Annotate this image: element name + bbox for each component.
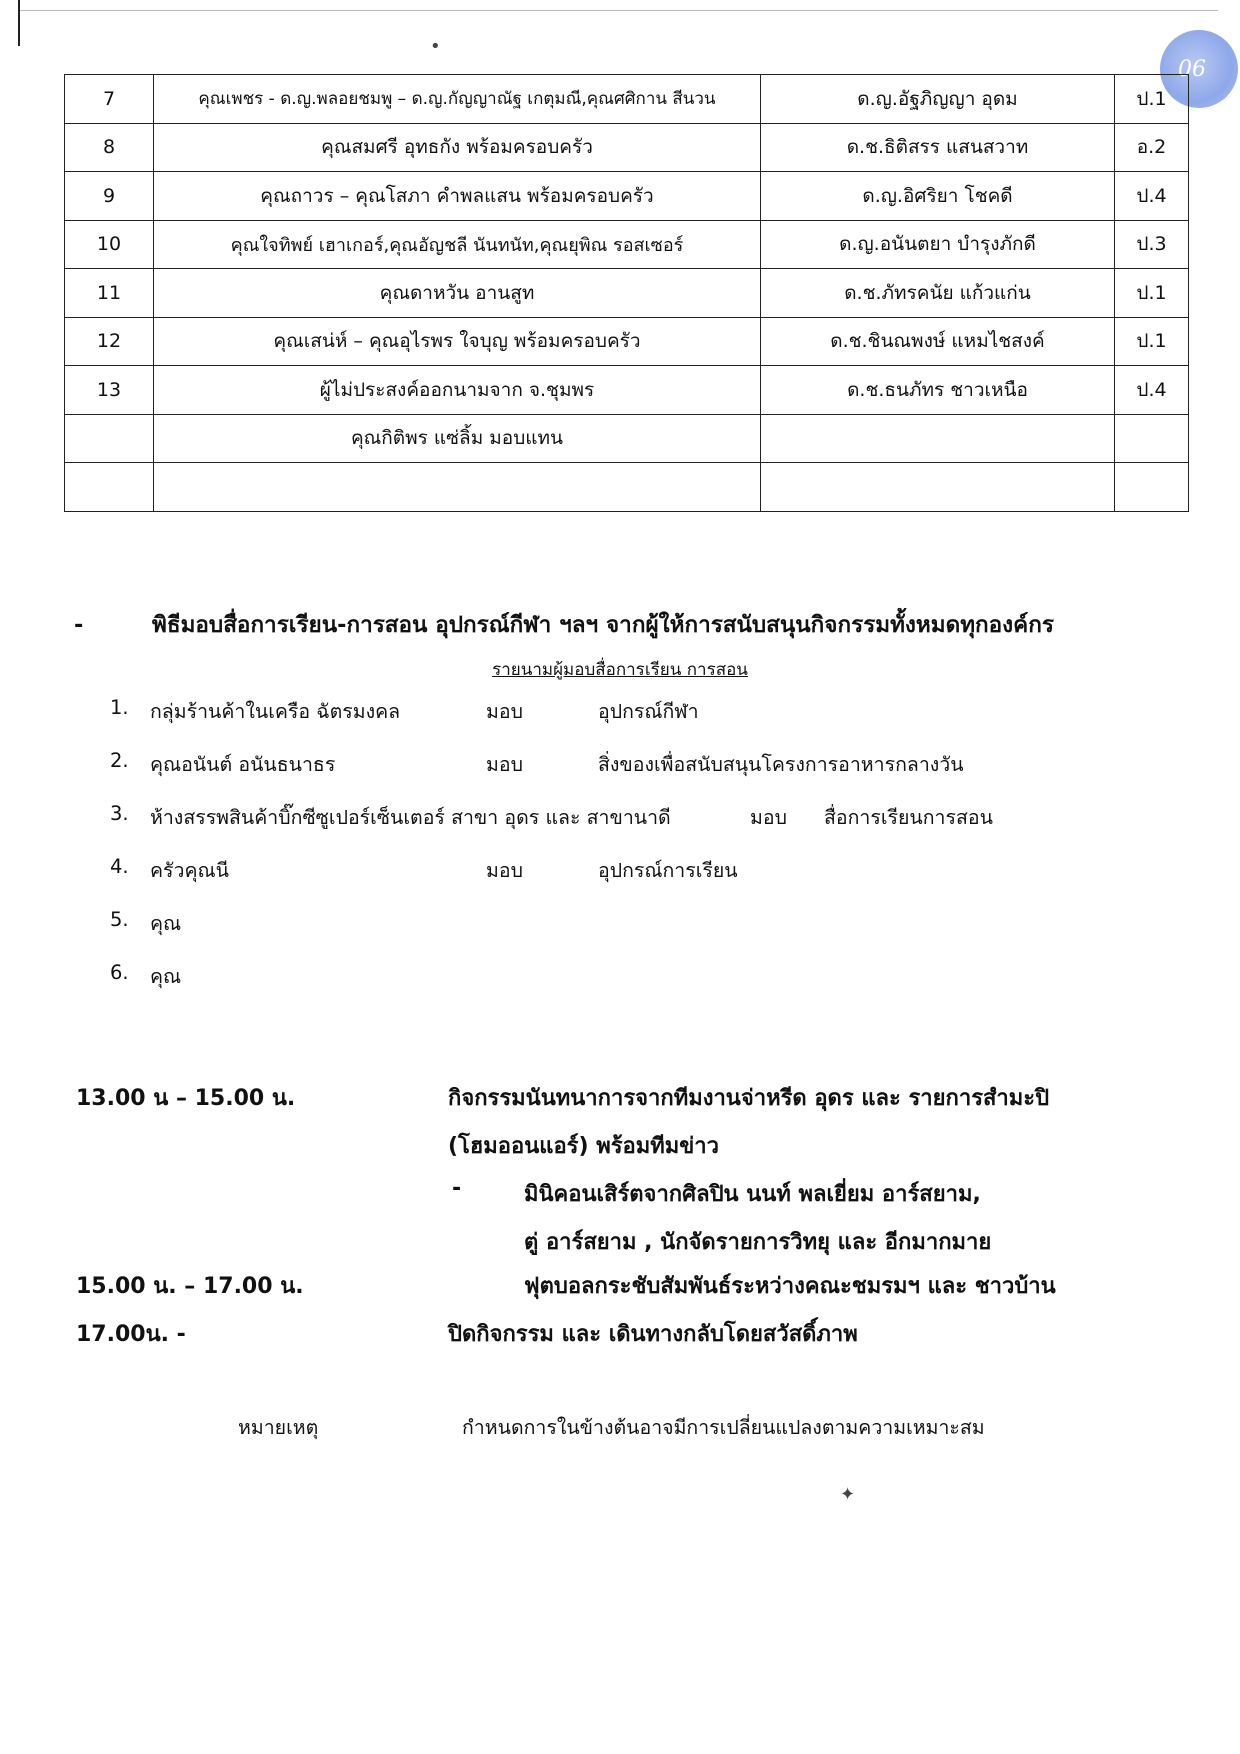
row-number: 7 xyxy=(65,75,154,124)
donor-name: คุณสมศรี อุทธกัง พร้อมครอบครัว xyxy=(154,123,761,172)
donor-name: คุณถาวร – คุณโสภา คำพลแสน พร้อมครอบครัว xyxy=(154,172,761,221)
sponsor-item: อุปกรณ์กีฬา xyxy=(598,700,699,723)
item-number: 4. xyxy=(110,855,129,878)
row-number xyxy=(65,414,154,463)
student-name: ด.ช.ชินณพงษ์ แหมไชสงค์ xyxy=(761,317,1115,366)
row-number xyxy=(65,463,154,512)
scan-edge-top xyxy=(18,10,1218,11)
section-title: พิธีมอบสื่อการเรียน-การสอน อุปกรณ์กีฬา ฯลฯ จากผู้ให้การสนับสนุนกิจกรรมทั้งหมดทุกองค์กร xyxy=(152,612,1054,638)
student-grade xyxy=(1115,463,1189,512)
table-row xyxy=(65,269,1189,318)
sponsor-name: ห้างสรรพสินค้าบิ๊กซีซูเปอร์เซ็นเตอร์ สาขา อุดร และ สาขานาดี xyxy=(150,806,671,829)
donor-name: คุณดาหวัน อานสูท xyxy=(154,269,761,318)
item-number: 3. xyxy=(110,802,129,825)
row-number: 8 xyxy=(65,123,154,172)
student-name: ด.ช.ธิติสรร แสนสวาท xyxy=(761,123,1115,172)
schedule-time: 15.00 น. – 17.00 น. xyxy=(76,1274,304,1299)
donor-name: คุณเสน่ห์ – คุณอุไรพร ใจบุญ พร้อมครอบครัว xyxy=(154,317,761,366)
table-row xyxy=(65,123,1189,172)
table-row xyxy=(65,366,1189,415)
item-number: 6. xyxy=(110,961,129,984)
scan-speck: ✦ xyxy=(840,1484,856,1505)
student-name: ด.ญ.อนันตยา บำรุงภักดี xyxy=(761,220,1115,269)
section-heading xyxy=(74,606,1054,642)
student-grade: ป.3 xyxy=(1115,220,1189,269)
item-number: 2. xyxy=(110,749,129,772)
student-name xyxy=(761,414,1115,463)
bullet-dash: - xyxy=(74,612,84,638)
note-text: กำหนดการในข้างต้นอาจมีการเปลี่ยนแปลงตามความเหมาะสม xyxy=(462,1416,985,1439)
sponsor-item: อุปกรณ์การเรียน xyxy=(598,859,738,882)
donor-table xyxy=(64,74,1189,512)
student-grade xyxy=(1115,414,1189,463)
donor-name: คุณใจทิพย์ เฮาเกอร์,คุณอัญชลี นันทนัท,คุณยุพิณ รอสเซอร์ xyxy=(154,220,761,269)
page-number-badge: 06 xyxy=(1160,30,1238,108)
row-number: 13 xyxy=(65,366,154,415)
sponsor-name: คุณอนันต์ อนันธนาธร xyxy=(150,753,336,776)
sponsor-verb: มอบ xyxy=(486,859,523,882)
schedule-activity: ฟุตบอลกระชับสัมพันธ์ระหว่างคณะชมรมฯ และ ชาวบ้าน xyxy=(524,1274,1056,1299)
sponsor-name: ครัวคุณนี xyxy=(150,859,229,882)
student-grade: ป.1 xyxy=(1115,75,1189,124)
schedule-activity: ปิดกิจกรรม และ เดินทางกลับโดยสวัสดิ์ภาพ xyxy=(448,1322,858,1347)
student-grade: อ.2 xyxy=(1115,123,1189,172)
schedule-time: 13.00 น – 15.00 น. xyxy=(76,1086,296,1111)
donor-name: คุณกิติพร แซ่ลิ้ม มอบแทน xyxy=(154,414,761,463)
donor-name xyxy=(154,463,761,512)
student-grade: ป.4 xyxy=(1115,366,1189,415)
student-name: ด.ญ.อิศริยา โชคดี xyxy=(761,172,1115,221)
sponsor-item: สิ่งของเพื่อสนับสนุนโครงการอาหารกลางวัน xyxy=(598,753,964,776)
donor-name: คุณเพชร - ด.ญ.พลอยชมพู – ด.ญ.กัญญาณัฐ เกตุมณี,คุณศศิกาน สีนวน xyxy=(154,75,761,124)
table-row xyxy=(65,463,1189,512)
item-number: 1. xyxy=(110,696,129,719)
table-row xyxy=(65,414,1189,463)
sponsor-list-subtitle: รายนามผู้มอบสื่อการเรียน การสอน xyxy=(492,660,748,680)
donor-name: ผู้ไม่ประสงค์ออกนามจาก จ.ชุมพร xyxy=(154,366,761,415)
table-row xyxy=(65,172,1189,221)
item-number: 5. xyxy=(110,908,129,931)
sponsor-name: กลุ่มร้านค้าในเครือ ฉัตรมงคล xyxy=(150,700,401,723)
row-number: 11 xyxy=(65,269,154,318)
schedule-activity: กิจกรรมนันทนาการจากทีมงานจ่าหรีด อุดร และ รายการสำมะปิ xyxy=(448,1086,1050,1111)
table-row xyxy=(65,220,1189,269)
student-name: ด.ญ.อัฐภิญญา อุดม xyxy=(761,75,1115,124)
scan-speck: • xyxy=(430,36,441,57)
student-name xyxy=(761,463,1115,512)
table-row xyxy=(65,317,1189,366)
sponsor-name: คุณ xyxy=(150,912,182,935)
sponsor-name: คุณ xyxy=(150,965,182,988)
row-number: 10 xyxy=(65,220,154,269)
row-number: 9 xyxy=(65,172,154,221)
student-grade: ป.4 xyxy=(1115,172,1189,221)
schedule-activity: ตู่ อาร์สยาม , นักจัดรายการวิทยุ และ อีกมากมาย xyxy=(524,1230,992,1255)
schedule-activity: (โฮมออนแอร์) พร้อมทีมข่าว xyxy=(448,1134,719,1159)
scan-edge-left xyxy=(18,0,20,46)
student-grade: ป.1 xyxy=(1115,317,1189,366)
sponsor-verb: มอบ xyxy=(486,700,523,723)
note-label: หมายเหตุ xyxy=(238,1416,319,1439)
sponsor-verb: มอบ xyxy=(750,806,787,829)
sponsor-verb: มอบ xyxy=(486,753,523,776)
student-grade: ป.1 xyxy=(1115,269,1189,318)
row-number: 12 xyxy=(65,317,154,366)
bullet-dash: - xyxy=(452,1176,462,1201)
schedule-activity: มินิคอนเสิร์ตจากศิลปิน นนท์ พลเยี่ยม อาร์สยาม, xyxy=(524,1182,981,1207)
schedule-time: 17.00น. - xyxy=(76,1322,186,1347)
sponsor-item: สื่อการเรียนการสอน xyxy=(824,806,993,829)
student-name: ด.ช.ภัทรคนัย แก้วแก่น xyxy=(761,269,1115,318)
student-name: ด.ช.ธนภัทร ชาวเหนือ xyxy=(761,366,1115,415)
table-row xyxy=(65,75,1189,124)
